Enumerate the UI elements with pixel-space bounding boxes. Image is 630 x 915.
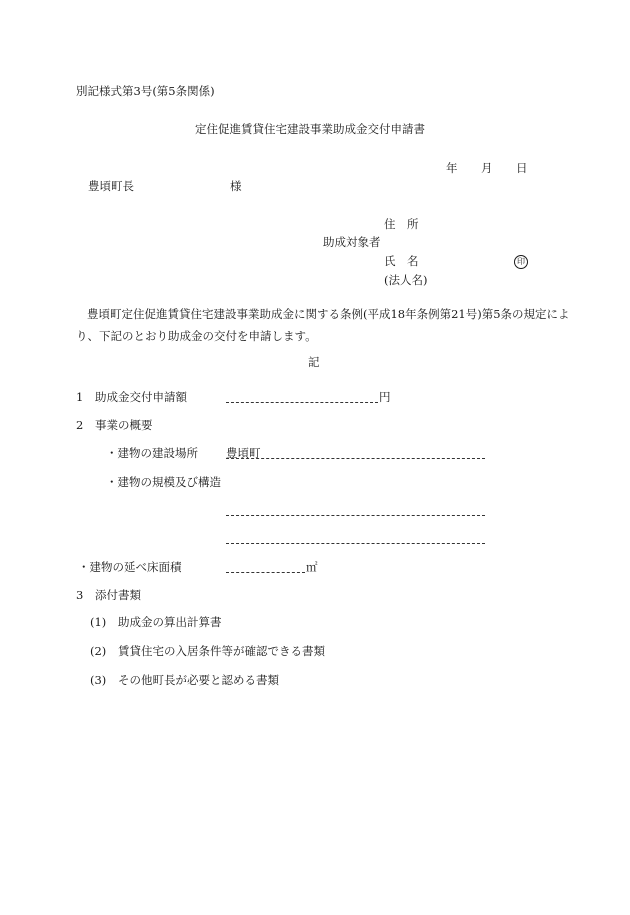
- addressee-honorific: 様: [230, 179, 242, 193]
- floor-area-label: ・建物の延べ床面積: [78, 560, 182, 574]
- applicant-corporate-label: (法人名): [384, 273, 428, 287]
- structure-label: ・建物の規模及び構造: [106, 475, 221, 489]
- applicant-role-label: 助成対象者: [323, 235, 381, 249]
- application-amount-field[interactable]: [226, 402, 378, 403]
- location-prefix: 豊頃町: [226, 446, 261, 460]
- doc3-text: その他町長が必要と認める書類: [118, 673, 279, 687]
- applicant-address-label: 住 所: [384, 217, 419, 231]
- location-label: ・建物の建設場所: [106, 446, 198, 460]
- body-paragraph: 豊頃町定住促進賃貸住宅建設事業助成金に関する条例(平成18年条例第21号)第5条の規定により、下記のとおり助成金の交付を申請します。: [76, 307, 570, 343]
- form-label: 別記様式第3号(第5条関係): [76, 84, 215, 98]
- document-title: 定住促進賃貸住宅建設事業助成金交付申請書: [195, 122, 425, 136]
- date-month-label: 月: [481, 161, 493, 175]
- structure-field-line-1[interactable]: [226, 515, 485, 516]
- item1-number: 1: [76, 390, 84, 404]
- addressee-name: 豊頃町長: [88, 179, 134, 193]
- doc1-number: (1): [90, 615, 107, 629]
- ki-heading: 記: [308, 355, 320, 369]
- location-field[interactable]: [226, 458, 485, 459]
- doc2-text: 賃貸住宅の入居条件等が確認できる書類: [118, 644, 325, 658]
- item3-label: 添付書類: [95, 588, 141, 602]
- doc1-text: 助成金の算出計算書: [118, 615, 222, 629]
- applicant-name-label: 氏 名: [384, 254, 419, 268]
- date-day-label: 日: [516, 161, 528, 175]
- yen-unit: 円: [379, 390, 391, 404]
- doc3-number: (3): [90, 673, 107, 687]
- item2-label: 事業の概要: [95, 418, 153, 432]
- item1-label: 助成金交付申請額: [95, 390, 187, 404]
- item2-number: 2: [76, 418, 84, 432]
- square-meter-unit: ㎡: [306, 560, 318, 574]
- structure-field-line-2[interactable]: [226, 543, 485, 544]
- doc2-number: (2): [90, 644, 107, 658]
- item3-number: 3: [76, 588, 84, 602]
- floor-area-field[interactable]: [226, 572, 305, 573]
- date-year-label: 年: [446, 161, 458, 175]
- seal-mark: 印: [514, 255, 528, 269]
